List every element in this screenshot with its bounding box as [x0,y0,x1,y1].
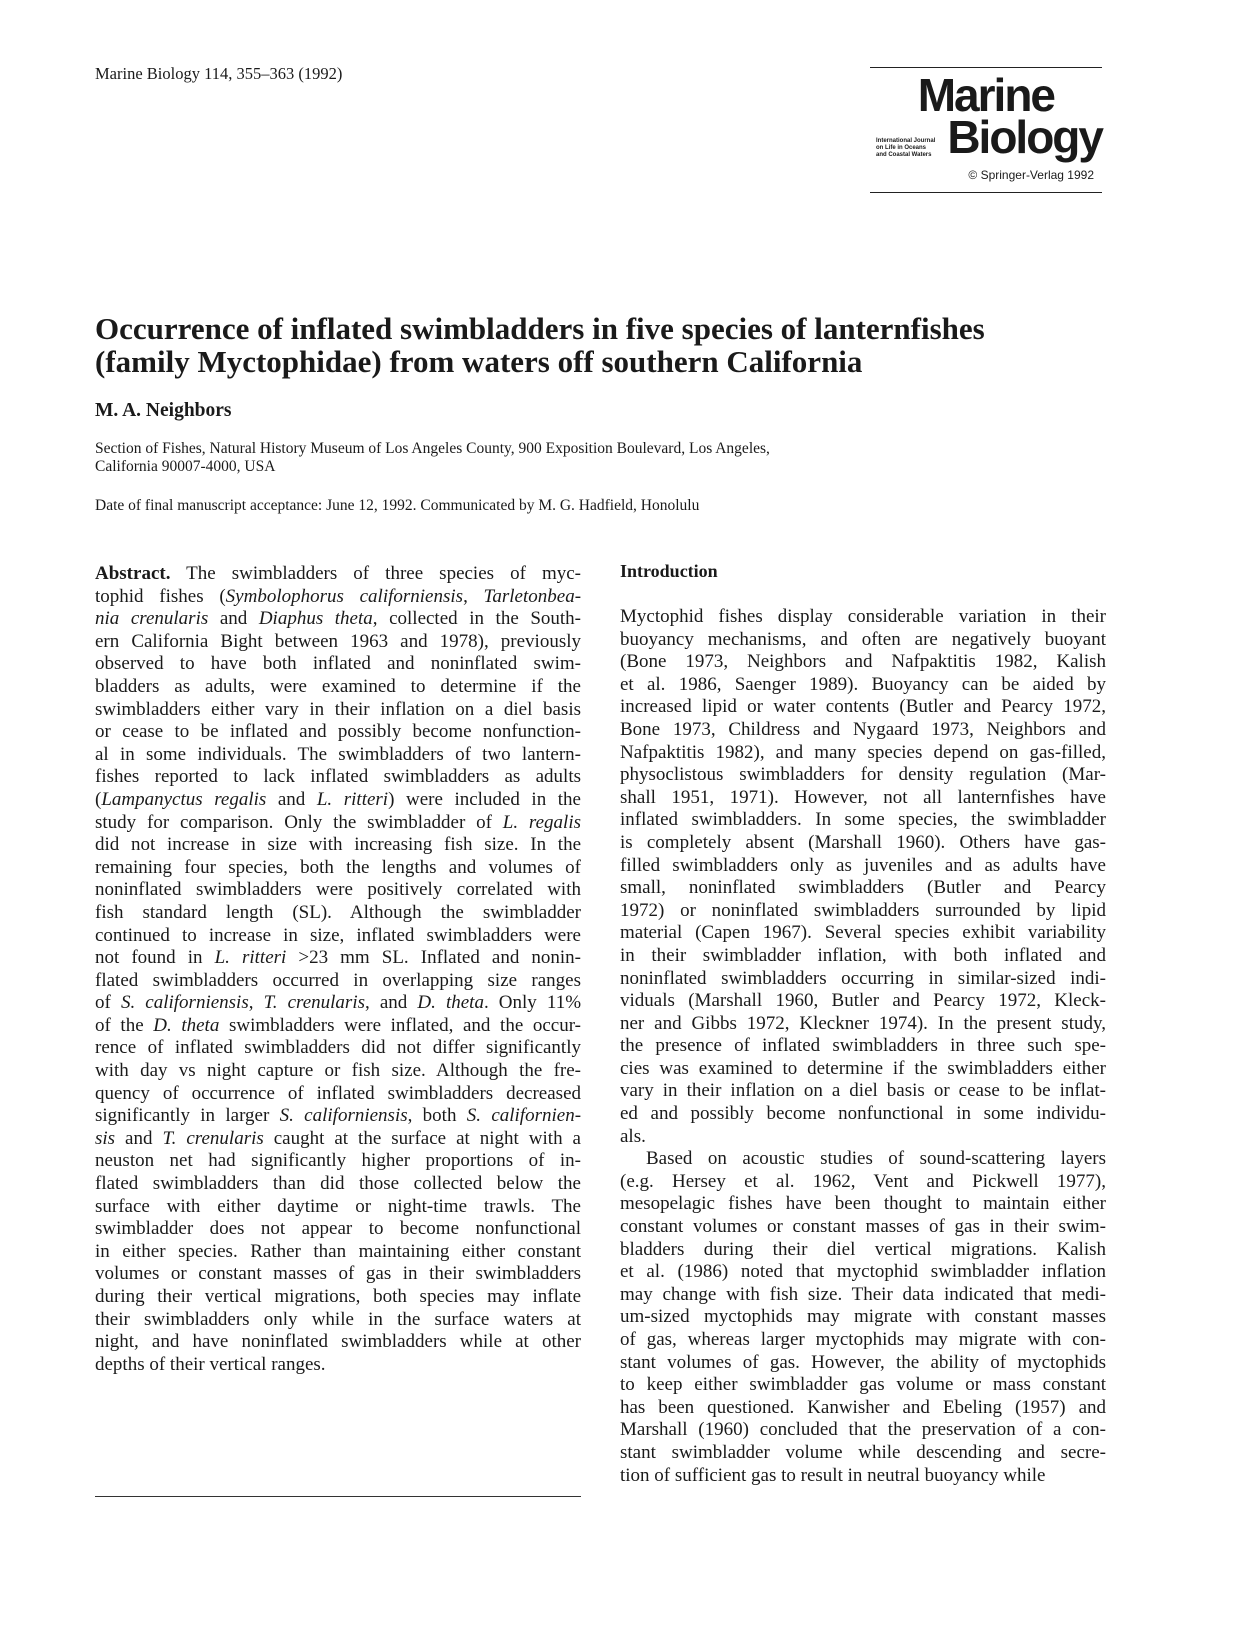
dateline: Date of final manuscript acceptance: June 12, 1992. Communicated by M. G. Hadfield, Honolulu [95,497,700,514]
text-line [95,766,581,789]
text-segment: has been questioned. Kanwisher and Ebeling (1957) and [620,1396,1106,1418]
text-segment: swimbladders were inflated, and the occur- [219,1014,581,1036]
text-line [620,1284,1106,1307]
text-segment: and [208,608,259,630]
text-line [95,586,581,609]
logo-marine: Marine [917,69,1054,121]
text-segment: Nafpaktitis 1982), and many species depend on gas-filled, [620,741,1106,763]
text-line [620,922,1106,945]
text-segment: shall 1951, 1971). However, not all lanternfishes have [620,786,1106,808]
text-line [620,1148,1106,1171]
text-segment: tophid fishes ( [95,585,226,607]
text-segment: not found in [95,947,215,969]
text-line [95,744,581,767]
logo-subtitle-line: and Coastal Waters [876,152,932,158]
text-segment: , [248,992,264,1014]
text-segment: study for comparison. Only the swimbladder of [95,811,503,833]
text-segment: stant swimbladder volume while descending and secre- [620,1441,1106,1463]
text-line [95,676,581,699]
text-line [620,1035,1106,1058]
text-segment: in either species. Rather than maintaining either constant [95,1240,581,1262]
text-segment: ern California Bight between 1963 and 1978), previously [95,630,581,652]
text-segment: of the [95,1014,154,1036]
text-line [95,1309,581,1332]
text-segment: (e.g. Hersey et al. 1962, Vent and Pickwell 1977), [620,1170,1106,1192]
text-line [95,1196,581,1219]
footnote-rule [95,1496,581,1497]
text-segment: ed and possibly become nonfunctional in some individu- [620,1103,1106,1125]
text-segment: L. ritteri [214,947,287,969]
text-segment: Tarletonbea- [483,585,582,607]
journal-logo [870,67,1102,193]
text-line [95,992,581,1015]
text-line [95,721,581,744]
logo-biology: Biology [947,111,1102,163]
text-segment: did not increase in size with increasing fish size. In the [95,834,581,856]
logo-subtitle-line: International Journal [876,138,936,144]
text-line [95,653,581,676]
text-segment: S. californiensis [279,1105,408,1127]
text-line [620,1374,1106,1397]
text-segment: their swimbladders only while in the surface waters at [95,1308,581,1330]
text-segment: S. californien- [466,1105,582,1127]
text-segment: nia crenularis [95,608,209,630]
text-segment: , collected in the South- [372,608,581,630]
text-segment: flated swimbladders occurred in overlapping size ranges [95,969,581,991]
text-line [620,629,1106,652]
text-line [620,1352,1106,1375]
text-line [620,1329,1106,1352]
text-segment: , [463,585,484,607]
text-line [620,1465,1106,1488]
text-line [620,1193,1106,1216]
text-segment: sis [95,1127,116,1149]
text-segment: noninflated swimbladders were positively correlated with [95,879,581,901]
text-segment: noninflated swimbladders occurring in similar-sized indi- [620,967,1106,989]
text-segment: Lampanyctus regalis [101,788,267,810]
text-segment: stant volumes of gas. However, the ability of myctophids [620,1351,1106,1373]
text-line [95,1354,581,1377]
text-segment: material (Capen 1967). Several species exhibit variability [620,922,1106,944]
text-segment: L. regalis [502,811,582,833]
text-segment: (Bone 1973, Neighbors and Nafpaktitis 1982, Kalish [620,651,1106,673]
affiliation [95,440,995,476]
text-segment: inflated swimbladders. In some species, the swimbladder [620,809,1106,831]
text-segment: quency of occurrence of inflated swimbladders decreased [95,1082,581,1104]
text-line [95,857,581,880]
text-line [620,1171,1106,1194]
text-segment: of gas, whereas larger myctophids may migrate with con- [620,1329,1106,1350]
text-segment: volumes or constant masses of gas in their swimbladders [95,1263,581,1285]
text-segment: swimbladders either vary in their inflation on a diel basis [95,698,581,720]
text-segment: viduals (Marshall 1960, Butler and Pearcy 1972, Kleck- [620,990,1106,1012]
text-segment: caught at the surface at night with a [263,1127,581,1149]
text-line [620,719,1106,742]
text-segment: Symbolophorus californiensis [225,585,464,607]
text-line [620,809,1106,832]
text-segment: significantly in larger [95,1105,280,1127]
text-line [620,651,1106,674]
text-line [95,1218,581,1241]
text-segment: in their swimbladder inflation, with both inflated and [620,944,1106,966]
text-line [95,608,581,631]
affiliation-line: California 90007-4000, USA [95,458,276,475]
text-line [95,834,581,857]
text-segment: Diaphus theta [258,608,373,630]
text-line [95,1037,581,1060]
text-segment: L. ritteri [316,788,389,810]
text-segment: Myctophid fishes display considerable variation in their [620,606,1106,627]
text-segment: , and [365,992,418,1014]
text-line [95,1331,581,1354]
text-line [620,855,1106,878]
text-line [95,563,581,586]
text-segment: increased lipid or water contents (Butler and Pearcy 1972, [620,696,1106,718]
text-line [620,674,1106,697]
text-line [620,1126,1106,1149]
text-line [620,1397,1106,1420]
introduction-body [620,606,1106,1487]
text-segment: constant volumes or constant masses of gas in their swim- [620,1216,1106,1238]
text-segment: remaining four species, both the lengths and volumes of [95,856,581,878]
text-line [620,606,1106,629]
text-line [95,812,581,835]
text-segment: , both [407,1105,467,1127]
text-segment: 1972) or noninflated swimbladders surrounded by lipid [620,899,1106,921]
text-line [620,787,1106,810]
text-line [95,879,581,902]
paper-title [95,312,1145,378]
text-line [95,970,581,993]
abstract [95,563,581,1376]
text-segment: T. crenularis [162,1127,264,1149]
text-line [620,742,1106,765]
title-line: (family Myctophidae) from waters off southern California [95,344,863,379]
text-segment: T. crenularis [263,992,365,1014]
text-line [95,631,581,654]
text-segment: als. [620,1125,646,1147]
text-segment: mesopelagic fishes have been thought to maintain either [620,1193,1106,1215]
text-segment: and [115,1127,163,1149]
text-segment: fishes reported to lack inflated swimbladders as adults [95,766,581,788]
text-line [95,1128,581,1151]
text-segment: neuston net had significantly higher proportions of in- [95,1150,581,1172]
text-line [95,1173,581,1196]
text-line [620,990,1106,1013]
text-line [95,1015,581,1038]
text-segment: physoclistous swimbladders for density regulation (Mar- [620,764,1106,786]
text-segment: the presence of inflated swimbladders in three such spe- [620,1035,1106,1057]
text-line [95,699,581,722]
text-segment: bladders during their diel vertical migrations. Kalish [620,1238,1106,1260]
text-segment: um-sized myctophids may migrate with constant masses [620,1306,1106,1328]
text-segment: or cease to be inflated and possibly become nonfunction- [95,721,581,743]
text-line [620,1261,1106,1284]
text-line [95,1060,581,1083]
text-segment: bladders as adults, were examined to determine if the [95,675,581,697]
text-line [95,1083,581,1106]
text-line [620,1013,1106,1036]
text-segment: . Only 11% [483,992,582,1014]
text-segment: cies was examined to determine if the swimbladders either [620,1057,1106,1079]
text-segment: of [95,992,121,1014]
text-line [620,968,1106,991]
text-segment: ner and Gibbs 1972, Kleckner 1974). In the present study, [620,1012,1106,1034]
text-segment: tion of sufficient gas to result in neutral buoyancy while [620,1464,1046,1486]
text-segment: and [266,788,317,810]
text-line [620,1306,1106,1329]
text-segment: Marshall (1960) concluded that the preservation of a con- [620,1419,1106,1441]
text-segment: Abstract. [95,563,171,584]
text-segment: observed to have both inflated and noninflated swim- [95,653,581,675]
text-line [620,945,1106,968]
text-segment: during their vertical migrations, both species may inflate [95,1286,581,1307]
text-line [95,789,581,812]
text-segment: is completely absent (Marshall 1960). Others have gas- [620,831,1106,853]
text-segment: fish standard length (SL). Although the swimbladder [95,901,581,923]
text-segment: ( [95,788,102,810]
text-segment: continued to increase in size, inflated swimbladders were [95,924,581,946]
text-line [620,877,1106,900]
text-segment: buoyancy mechanisms, and often are negatively buoyant [620,628,1106,650]
text-segment: >23 mm SL. Inflated and nonin- [286,947,581,969]
text-line [95,1150,581,1173]
logo-subtitle [876,138,935,159]
text-segment: filled swimbladders only as juveniles and as adults have [620,854,1106,876]
text-line [620,1239,1106,1262]
text-segment: small, noninflated swimbladders (Butler and Pearcy [620,877,1106,899]
text-segment: vary in their inflation on a diel basis or cease to be inflat- [620,1080,1106,1102]
text-line [620,1103,1106,1126]
text-segment: rence of inflated swimbladders did not differ significantly [95,1037,581,1059]
section-heading-introduction: Introduction [620,561,718,581]
text-segment: swimbladder does not appear to become nonfunctional [95,1218,581,1240]
affiliation-line: Section of Fishes, Natural History Museum of Los Angeles County, 900 Exposition Boulevard, Los Angeles, [95,440,770,457]
text-line [95,925,581,948]
text-line [95,1263,581,1286]
text-segment: The swimbladders of three species of myc- [170,563,581,584]
text-segment: al in some individuals. The swimbladders of two lantern- [95,743,581,765]
text-segment: Bone 1973, Childress and Nygaard 1973, Neighbors and [620,718,1106,740]
logo-subtitle-line: on Life in Oceans [876,145,927,151]
text-line [620,1216,1106,1239]
author: M. A. Neighbors [95,400,232,421]
text-line [95,947,581,970]
text-segment: night, and have noninflated swimbladders while at other [95,1331,581,1353]
text-line [620,696,1106,719]
text-segment: D. theta [153,1014,220,1036]
text-line [620,1080,1106,1103]
text-segment: flated swimbladders than did those collected below the [95,1173,581,1195]
text-segment: surface with either daytime or night-time trawls. The [95,1195,581,1217]
text-segment: depths of their vertical ranges. [95,1353,326,1375]
text-line [95,1241,581,1264]
text-line [620,1058,1106,1081]
text-segment: S. californiensis [120,992,249,1014]
text-line [620,832,1106,855]
title-line: Occurrence of inflated swimbladders in five species of lanternfishes [95,311,985,346]
text-segment: with day vs night capture or fish size. Although the fre- [95,1060,581,1082]
text-segment: et al. 1986, Saenger 1989). Buoyancy can be aided by [620,673,1106,695]
text-line [620,900,1106,923]
text-line [95,1286,581,1309]
text-segment: ) were included in the [388,788,581,810]
text-segment: et al. (1986) noted that myctophid swimbladder inflation [620,1261,1106,1283]
copyright: © Springer-Verlag 1992 [968,168,1094,182]
text-segment: to keep either swimbladder gas volume or mass constant [620,1374,1106,1396]
text-line [620,1442,1106,1465]
text-line [95,1105,581,1128]
text-segment: may change with fish size. Their data indicated that medi- [620,1283,1106,1305]
text-line [95,902,581,925]
text-line [620,764,1106,787]
journal-reference: Marine Biology 114, 355–363 (1992) [95,64,343,83]
text-line [620,1419,1106,1442]
text-segment: Based on acoustic studies of sound-scattering layers [646,1148,1106,1170]
text-segment: D. theta [417,992,484,1014]
